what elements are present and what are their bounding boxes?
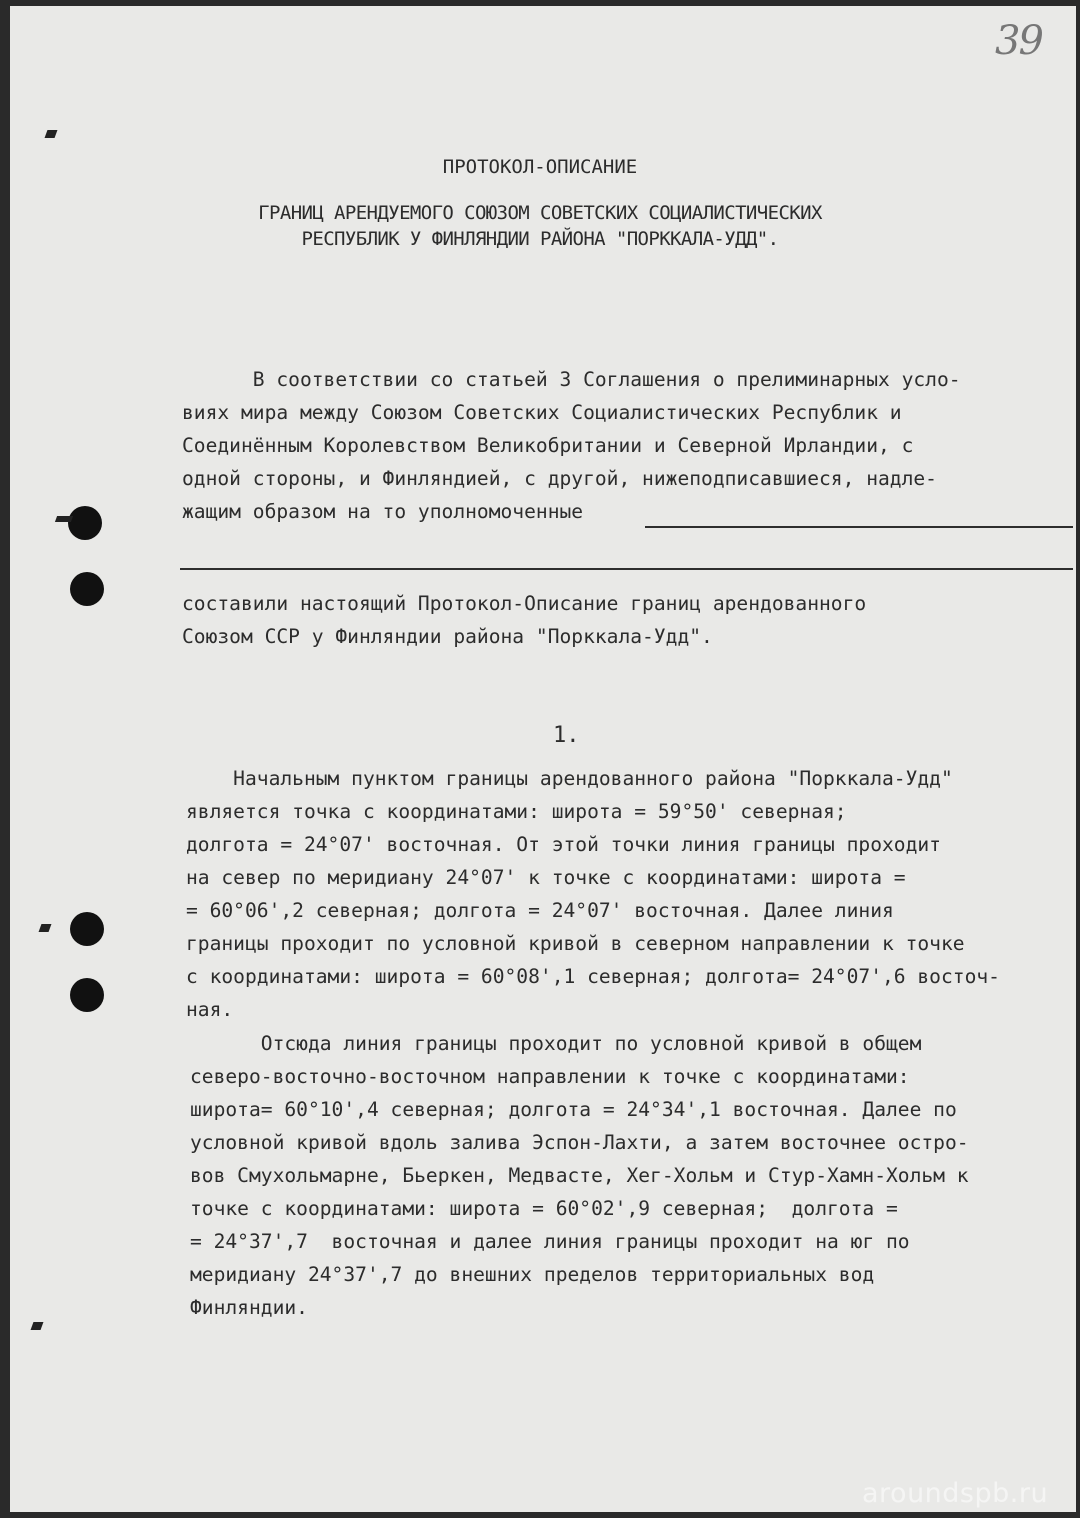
punch-hole [70,572,104,606]
punch-hole [70,978,104,1012]
signature-blank-line [645,526,1073,528]
punch-hole [68,506,102,540]
punch-hole [70,912,104,946]
document-subtitle: ГРАНИЦ АРЕНДУЕМОГО СОЮЗОМ СОВЕТСКИХ СОЦИАЛИСТИЧЕСКИХ РЕСПУБЛИК У ФИНЛЯНДИИ РАЙОНА "ПОРККАЛА-УДД". [258,202,822,250]
intro-paragraph: В соответствии со статьей 3 Соглашения о прелиминарных усло- виях мира между Союзом Советских Социалистических Республик и Соединённым Королевством Великобритании и Северной Ирландии, с одной стороны, и Финляндией, с другой, нижеподписавшиеся, надле- жащим образом на то уполномоченные [182,368,961,523]
margin-mark [55,516,73,522]
section-paragraph-1: Начальным пунктом границы арендованного района "Порккала-Удд" является точка с координатами: широта = 59°50' северная; долгота = 24°07' восточная. От этой точки линия границы проходит на север по меридиану 24°07' к точке с координатами: широта = = 60°06',2 северная; долгота = 24°07' восточная. Далее линия границы проходит по условной кривой в северном направлении к точке с координатами: широта = 60°08',1 северная; долгота= 24°07',6 восточ- ная. [186,767,1000,1021]
watermark: aroundspb.ru [862,1478,1049,1509]
section-number: 1. [553,723,580,748]
intro-continuation: составили настоящий Протокол-Описание границ арендованного Союзом ССР у Финляндии района "Порккала-Удд". [182,592,867,648]
section-paragraph-2: Отсюда линия границы проходит по условной кривой в общем северо-восточно-восточном направлении к точке с координатами: широта= 60°10',4 северная; долгота = 24°34',1 восточная. Далее по условной кривой вдоль залива Эспон-Лахти, а затем восточнее остро- вов Смухольмарне, Бьеркен, Медвасте, Хег-Хольм и Стур-Хамн-Хольм к точке с координатами: широта = 60°02',9 северная; долгота = = 24°37',7 восточная и далее линия границы проходит на юг по меридиану 24°37',7 до внешних пределов территориальных вод Финляндии. [190,1032,969,1319]
page-number: 39 [995,18,1042,64]
signature-blank-line-continued [180,568,1073,570]
document-title: ПРОТОКОЛ-ОПИСАНИЕ [442,156,638,178]
